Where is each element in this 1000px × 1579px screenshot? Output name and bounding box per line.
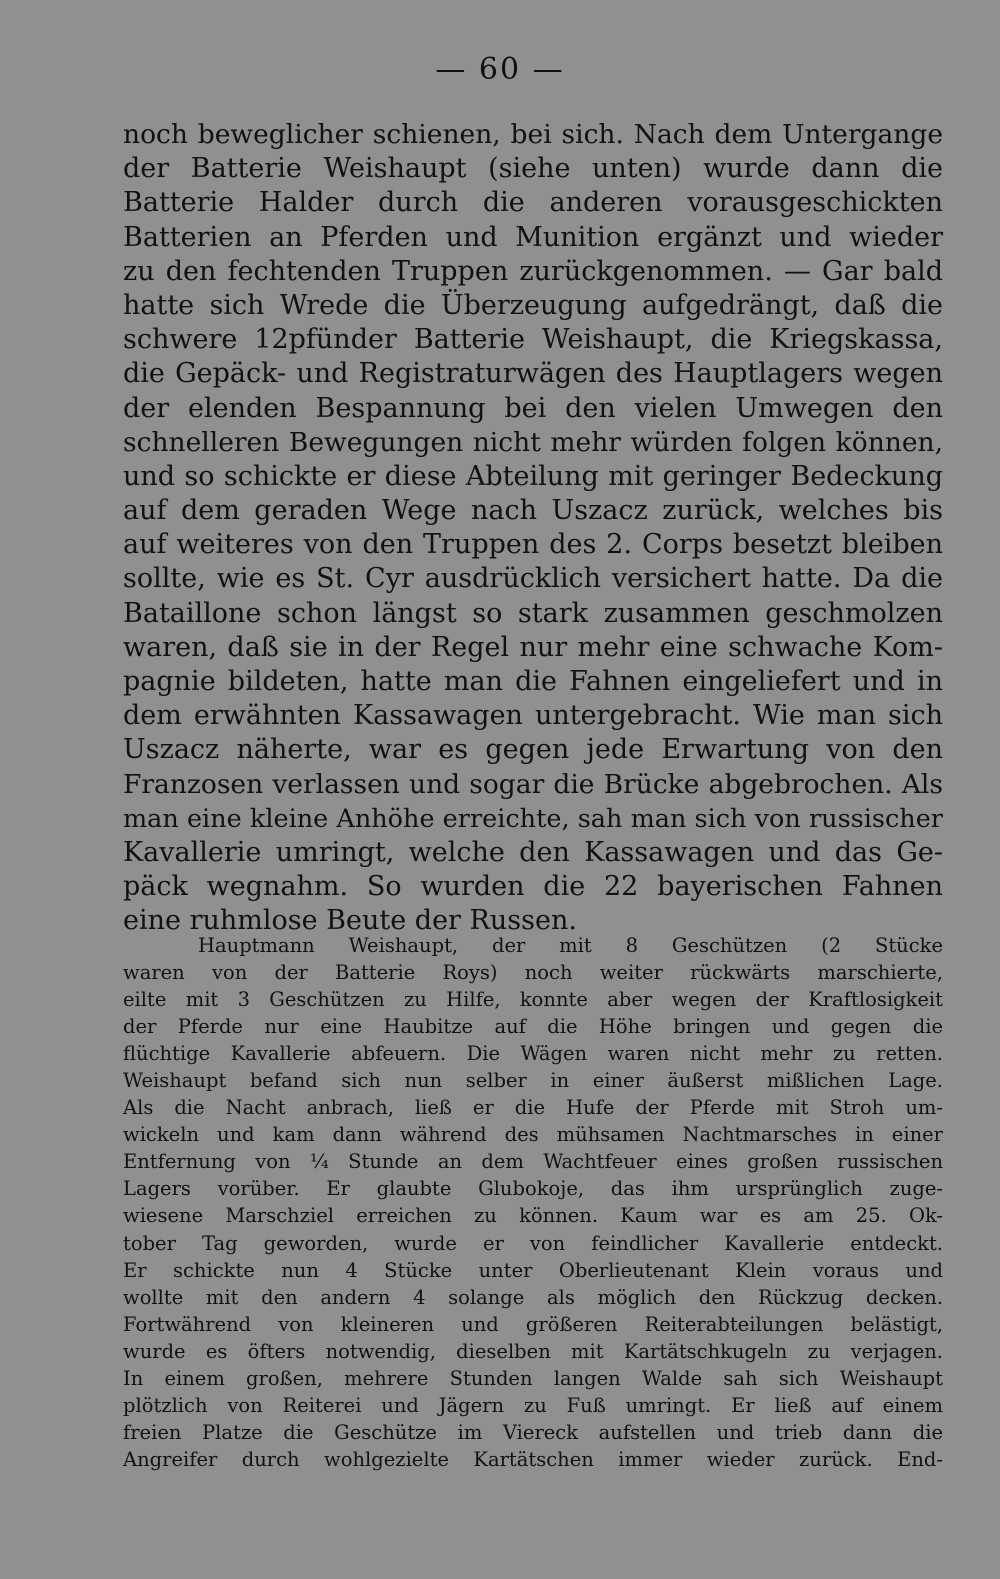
footnote-line: freien Platze die Geschütze im Viereck aufstellen und trieb dann die [123,1420,943,1444]
footnote-line: tober Tag geworden, wurde er von feindlicher Kavallerie entdeckt. [123,1231,943,1255]
footnote-line: Entfernung von ¼ Stunde an dem Wachtfeuer eines großen russischen [123,1150,943,1174]
main-text-line: die Gepäck- und Registraturwägen des Hauptlagers wegen [123,358,943,390]
main-text-line: Batterien an Pferden und Munition ergänzt und wieder [123,221,943,253]
footnote-line: Fortwährend von kleineren und größeren Reiterabteilungen belästigt, [123,1312,943,1336]
footnote-line: Er schickte nun 4 Stücke unter Oberlieutenant Klein voraus und [123,1258,943,1282]
footnote-block [123,932,943,1473]
main-text-line: pagnie bildeten, hatte man die Fahnen eingeliefert und in [123,666,943,697]
footnote-line: Hauptmann Weishaupt, der mit 8 Geschützen (2 Stücke [198,934,943,957]
main-text-line: eine ruhmlose Beute der Russen. [123,905,577,937]
main-text-line: der elenden Bespannung bei den vielen Umwegen den [123,392,943,424]
footnote-line: Als die Nacht anbrach, ließ er die Hufe der Pferde mit Stroh um- [123,1096,943,1120]
footnote-line: wiesene Marschziel erreichen zu können. Kaum war es am 25. Ok- [123,1204,943,1228]
footnote-line: Lagers vorüber. Er glaubte Glubokoje, das ihm ursprünglich zuge- [123,1177,943,1201]
main-text-line: Kavallerie umringt, welche den Kassawagen und das Ge- [123,836,943,868]
main-text-line: dem erwähnten Kassawagen untergebracht. Wie man sich [123,700,943,732]
footnote-line: wurde es öfters notwendig, dieselben mit Kartätschkugeln zu verjagen. [123,1339,943,1363]
main-text-line: schnelleren Bewegungen nicht mehr würden folgen können, [123,426,943,458]
footnote-line: In einem großen, mehrere Stunden langen Walde sah sich Weishaupt [123,1366,943,1390]
main-text-line: der Batterie Weishaupt (siehe unten) wurde dann die [123,153,943,185]
footnote-line: wollte mit den andern 4 solange als möglich den Rückzug decken. [123,1285,943,1309]
footnote-line: plötzlich von Reiterei und Jägern zu Fuß umringt. Er ließ auf einem [123,1393,943,1417]
main-text-block [123,118,943,939]
main-text-line: waren, daß sie in der Regel nur mehr eine schwache Kom- [123,631,943,663]
footnote-line: waren von der Batterie Roys) noch weiter rückwärts marschierte, [123,961,943,985]
footnote-line: wickeln und kam dann während des mühsamen Nachtmarsches in einer [123,1123,943,1147]
page-number: — 60 — [435,52,565,87]
main-text-line: man eine kleine Anhöhe erreichte, sah man sich von russischer [123,803,943,834]
main-text-line: zu den fechtenden Truppen zurückgenommen. — Gar bald [123,255,943,287]
footnote-line: flüchtige Kavallerie abfeuern. Die Wägen waren nicht mehr zu retten. [123,1042,943,1066]
main-text-line: Bataillone schon längst so stark zusammen geschmolzen [123,597,943,629]
main-text-line: auf dem geraden Wege nach Uszacz zurück, welches bis [123,495,943,527]
footnote-line: eilte mit 3 Geschützen zu Hilfe, konnte aber wegen der Kraftlosigkeit [123,988,943,1012]
main-text-line: Franzosen verlassen und sogar die Brücke abgebrochen. Als [123,768,943,800]
main-text-line: päck wegnahm. So wurden die 22 bayerischen Fahnen [123,871,943,903]
main-text-line: schwere 12pfünder Batterie Weishaupt, die Kriegskassa, [123,324,943,356]
footnote-line: Weishaupt befand sich nun selber in einer äußerst mißlichen Lage. [123,1069,943,1093]
main-text-line: hatte sich Wrede die Überzeugung aufgedrängt, daß die [123,289,943,321]
main-text-line: Batterie Halder durch die anderen vorausgeschickten [123,187,943,219]
main-text-line: und so schickte er diese Abteilung mit geringer Bedeckung [123,460,943,492]
main-text-line: sollte, wie es St. Cyr ausdrücklich versichert hatte. Da die [123,563,943,595]
main-text-line: auf weiteres von den Truppen des 2. Corps besetzt bleiben [123,529,943,561]
main-text-line: Uszacz näherte, war es gegen jede Erwartung von den [123,734,943,766]
footnote-line: Angreifer durch wohlgezielte Kartätschen immer wieder zurück. End- [123,1447,943,1471]
footnote-line: der Pferde nur eine Haubitze auf die Höhe bringen und gegen die [123,1015,943,1039]
main-text-line: noch beweglicher schienen, bei sich. Nach dem Untergange [123,119,943,150]
